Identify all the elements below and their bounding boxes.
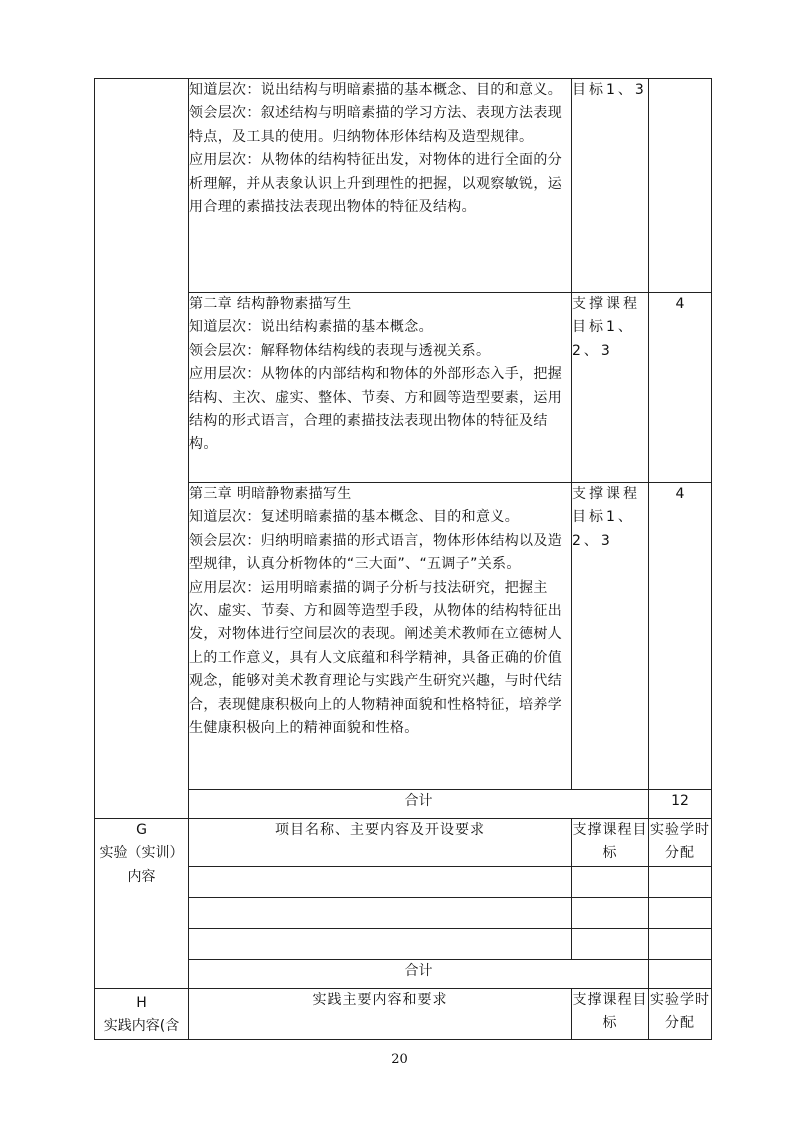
- section-g-header-row: [95, 819, 712, 867]
- section-g-col-content: 项目名称、主要内容及开设要求: [189, 819, 572, 867]
- section-g-label: [95, 819, 189, 989]
- application-level-text: 应用层次：从物体的结构特征出发，对物体的进行全面的分析理解，并从表象认识上升到理性的把握，以观察敏锐，运用合理的素描技法表现出物体的特征及结构。: [189, 152, 563, 216]
- section-h-label: [95, 989, 189, 1040]
- knowledge-level-text: 知道层次：复述明暗素描的基本概念、目的和意义。: [189, 509, 520, 526]
- syllabus-table: [94, 78, 712, 1040]
- section-g-col-target: 支撑课程目标: [572, 819, 649, 867]
- page-number: 20: [391, 1052, 408, 1067]
- knowledge-level-text: 知道层次：说出结构素描的基本概念。: [189, 319, 433, 336]
- chapter-1-target: 目标1、3: [572, 79, 649, 293]
- application-level-text: 应用层次：从物体的内部结构和物体的外部形态入手，把握结构、主次、虚实、整体、节奏、方和圆等造型要素，运用结构的形式语言，合理的素描技法表现出物体的特征及结构。: [189, 366, 563, 453]
- chapter-2-hours: 4: [649, 293, 712, 483]
- section-g-letter: G: [136, 822, 147, 838]
- comprehension-level-text: 领会层次：归纳明暗素描的形式语言，物体形体结构以及造型规律，认真分析物体的“三大面”、“五调子”关系。: [189, 532, 563, 573]
- chapter-2-target: 支撑课程目标1、2、3: [572, 293, 649, 483]
- theory-total-label: 合计: [189, 790, 649, 819]
- theory-total-value: 12: [649, 790, 712, 819]
- comprehension-level-text: 领会层次：解释物体结构线的表现与透视关系。: [189, 342, 491, 359]
- chapter-3-title: 第三章 明暗静物素描写生: [189, 486, 352, 502]
- application-level-text: 应用层次：运用明暗素描的调子分析与技法研究，把握主次、虚实、节奏、方和圆等造型手段，从物体的结构特征出发，对物体进行空间层次的表现。阐述美术教师在立德树人上的工作意义，具有人文底蕴和科学精神，具备正确的价值观念，能够对美术教育理论与实践产生研究兴趣，与时代结合，表现健康积极向上的人物精神面貌和性格特征，培养学生健康积极向上的精神面貌和性格。: [189, 579, 563, 737]
- chapter-2-content: [189, 293, 572, 483]
- section-f-label-cell: [95, 79, 189, 819]
- knowledge-level-text: 知道层次：说出结构与明暗素描的基本概念、目的和意义。: [189, 82, 563, 98]
- chapter-row-1: [95, 79, 712, 293]
- section-h-header-row: [95, 989, 712, 1040]
- chapter-1-content: [189, 79, 572, 293]
- section-h-col-target: 支撑课程目标: [572, 989, 649, 1040]
- chapter-1-hours: [649, 79, 712, 293]
- section-h-col-content: 实践主要内容和要求: [189, 989, 572, 1040]
- section-h-title: 实践内容(含: [103, 1018, 180, 1035]
- chapter-3-target: 支撑课程目标1、2、3: [572, 483, 649, 790]
- section-h-letter: H: [136, 995, 147, 1011]
- chapter-3-hours: 4: [649, 483, 712, 790]
- chapter-3-content: [189, 483, 572, 790]
- chapter-2-title: 第二章 结构静物素描写生: [189, 296, 352, 312]
- section-g-title: 实验（实训）内容: [99, 845, 184, 885]
- comprehension-level-text: 领会层次：叙述结构与明暗素描的学习方法、表现方法表现特点，及工具的使用。归纳物体形体结构及造型规律。: [189, 105, 563, 145]
- section-h-col-hours: 实验学时分配: [649, 989, 712, 1040]
- section-g-total-label: 合计: [189, 960, 649, 989]
- section-g-col-hours: 实验学时分配: [649, 819, 712, 867]
